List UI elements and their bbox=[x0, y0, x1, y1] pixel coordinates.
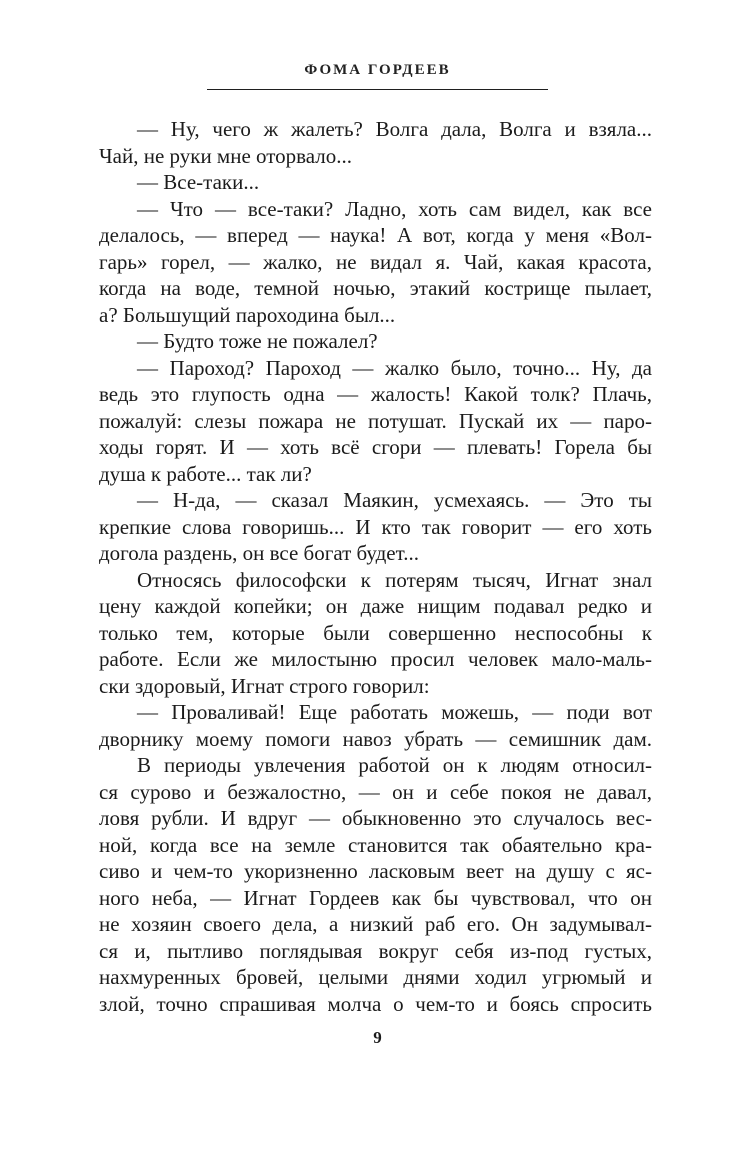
text-line: душа к работе... так ли? bbox=[99, 461, 312, 486]
text-line: ски здоровый, Игнат строго говорил: bbox=[99, 673, 430, 698]
text-line: нахмуренных бровей, целыми днями ходил угрюмый и bbox=[99, 965, 652, 989]
text-line: догола раздень, он все богат будет... bbox=[99, 541, 419, 565]
text-line: пожалуй: слезы пожара не потушат. Пускай их — паро- bbox=[99, 408, 652, 433]
text-line: а? Большущий пароходина был... bbox=[99, 302, 396, 327]
text-line: ной, когда все на земле становится так обаятельно кра- bbox=[99, 832, 652, 857]
running-title: ФОМА ГОРДЕЕВ bbox=[304, 62, 451, 78]
text-line: дворнику моему помоги навоз убрать — семишник дам. bbox=[99, 726, 652, 751]
text-line: не хозяин своего дела, а низкий раб его. Он задумывал- bbox=[99, 912, 652, 936]
paragraph bbox=[99, 487, 652, 567]
text-line: только тем, которые были совершенно неспособны к bbox=[99, 620, 652, 645]
paragraph bbox=[99, 196, 652, 329]
paragraph bbox=[99, 328, 652, 355]
text-line: гарь» горел, — жалко, не видал я. Чай, какая красота, bbox=[99, 249, 652, 274]
text-line: — Пароход? Пароход — жалко было, точно... Ну, да bbox=[137, 355, 652, 380]
text-line: крепкие слова говоришь... И кто так говорит — его хоть bbox=[99, 514, 652, 539]
paragraph bbox=[99, 116, 652, 169]
text-line: В периоды увлечения работой он к людям относил- bbox=[137, 753, 652, 777]
text-line: ведь это глупость одна — жалость! Какой толк? Плачь, bbox=[99, 382, 652, 406]
text-line: когда на воде, темной ночью, этакий кострище пылает, bbox=[99, 276, 652, 300]
text-line: сиво и чем-то укоризненно ласковым веет на душу с яс- bbox=[99, 859, 652, 883]
text-line: ся и, пытливо поглядывая вокруг себя из-под густых, bbox=[99, 938, 652, 963]
paragraph bbox=[99, 355, 652, 488]
text-line: ся сурово и безжалостно, — он и себе покоя не давал, bbox=[99, 779, 652, 804]
text-line: ловя рубли. И вдруг — обыкновенно это случалось вес- bbox=[99, 806, 652, 830]
text-line: — Н-да, — сказал Маякин, усмехаясь. — Это ты bbox=[137, 488, 652, 512]
text-line: делалось, — вперед — наука! А вот, когда у меня «Вол- bbox=[99, 223, 652, 247]
text-line: ходы горят. И — хоть всё сгори — плевать! Горела бы bbox=[99, 435, 652, 459]
paragraph bbox=[99, 169, 652, 196]
page-number: 9 bbox=[373, 1028, 382, 1047]
text-line: — Все-таки... bbox=[137, 170, 260, 194]
paragraph bbox=[99, 752, 652, 1017]
paragraph bbox=[99, 699, 652, 752]
text-line: Чай, не руки мне оторвало... bbox=[99, 143, 353, 168]
text-line: — Что — все-таки? Ладно, хоть сам видел, как все bbox=[137, 196, 652, 221]
text-line: Относясь философски к потерям тысяч, Игнат знал bbox=[137, 567, 652, 592]
paragraph bbox=[99, 567, 652, 700]
page-text bbox=[99, 116, 652, 1017]
text-line: цену каждой копейки; он даже нищим подавал редко и bbox=[99, 594, 652, 618]
text-line: ного неба, — Игнат Гордеев как бы чувствовал, что он bbox=[99, 885, 652, 910]
text-line: работе. Если же милостыню просил человек мало-маль- bbox=[99, 647, 652, 671]
text-line: — Проваливай! Еще работать можешь, — поди вот bbox=[137, 700, 652, 724]
text-line: — Ну, чего ж жалеть? Волга дала, Волга и взяла... bbox=[137, 117, 652, 141]
text-line: злой, точно спрашивая молча о чем-то и боясь спросить bbox=[99, 991, 652, 1016]
header-rule bbox=[207, 89, 548, 90]
text-line: — Будто тоже не пожалел? bbox=[137, 329, 378, 353]
